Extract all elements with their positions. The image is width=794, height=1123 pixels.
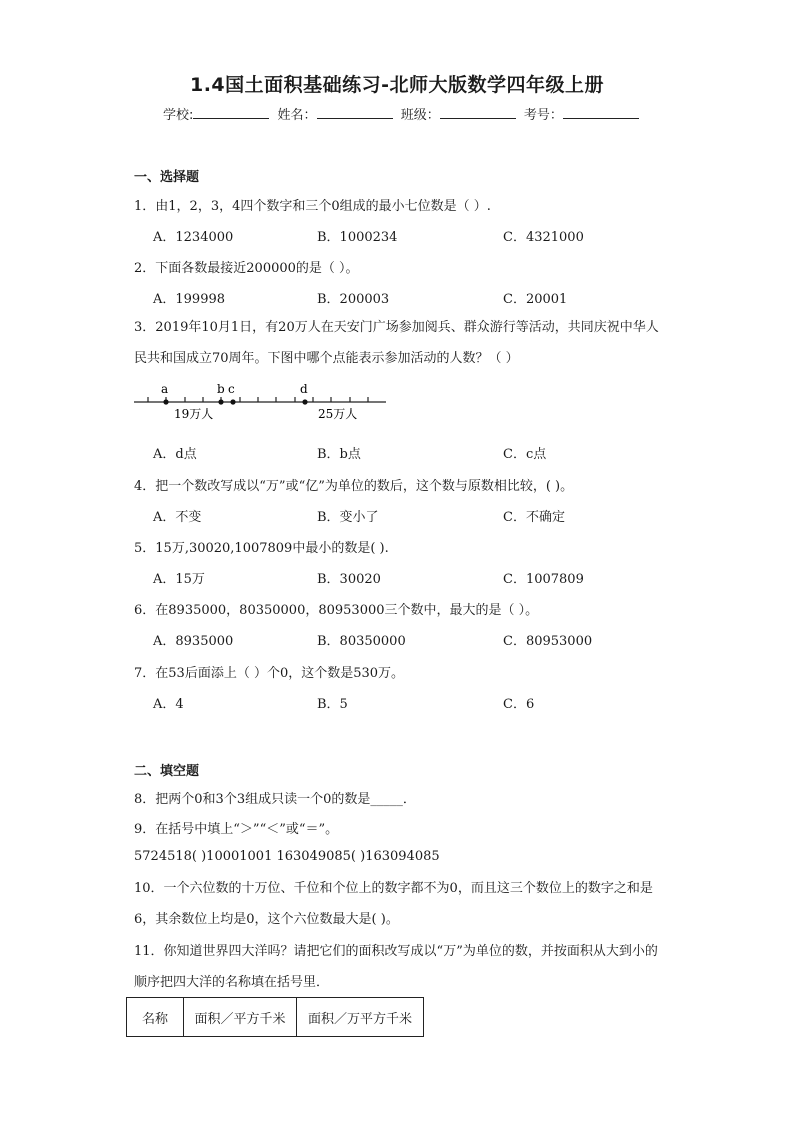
name-label: 姓名： <box>277 108 317 123</box>
point-c <box>230 399 235 404</box>
question-7: 7．在53后面添上（ ）个0，这个数是530万。 <box>134 666 405 681</box>
option-4b: B．变小了 <box>317 510 379 525</box>
option-1c: C．4321000 <box>503 230 584 245</box>
question-6: 6．在8935000，80350000，80953000三个数中，最大的是（ ）。 <box>134 603 539 618</box>
question-1: 1．由1，2，3，4四个数字和三个0组成的最小七位数是（ ）. <box>134 199 491 214</box>
tick-label-19: 19万人 <box>174 407 214 421</box>
option-3a: A．d点 <box>153 447 197 462</box>
table-header-area-km2: 面积／平方千米 <box>184 998 297 1037</box>
student-info-line <box>163 104 641 123</box>
point-label-c: c <box>228 382 235 396</box>
option-4c: C．不确定 <box>503 510 565 525</box>
class-label: 班级： <box>400 108 440 123</box>
section-heading-choice: 一、选择题 <box>134 170 200 185</box>
page-title: 1.4国土面积基础练习-北师大版数学四年级上册 <box>189 74 605 96</box>
table-header-row <box>127 998 424 1037</box>
option-2b: B．200003 <box>317 292 390 307</box>
ocean-area-table <box>126 997 424 1037</box>
option-5b: B．30020 <box>317 572 381 587</box>
question-2: 2．下面各数最接近200000的是（ ）。 <box>134 261 359 276</box>
exam-label: 考号： <box>523 108 563 123</box>
question-8: 8．把两个0和3个3组成只读一个0的数是_____． <box>134 792 416 807</box>
point-b <box>218 399 223 404</box>
tick-label-25: 25万人 <box>318 407 358 421</box>
option-7b: B．5 <box>317 697 348 712</box>
class-blank[interactable] <box>440 107 516 119</box>
table-header-area-wan-km2: 面积／万平方千米 <box>297 998 424 1037</box>
option-6b: B．80350000 <box>317 634 406 649</box>
question-9: 9．在括号中填上“＞”“＜”或“＝”。 <box>134 822 339 837</box>
number-line-ticks <box>148 397 368 402</box>
point-label-b: b <box>217 382 225 396</box>
exam-blank[interactable] <box>563 107 639 119</box>
point-a <box>163 399 168 404</box>
option-1b: B．1000234 <box>317 230 398 245</box>
question-10: 10．一个六位数的十万位、千位和个位上的数字都不为0，而且这三个数位上的数字之和是6，其余数位上均是0，这个六位数最大是( )。 <box>134 881 653 927</box>
school-blank[interactable] <box>193 107 269 119</box>
option-5c: C．1007809 <box>503 572 584 587</box>
option-6a: A．8935000 <box>153 634 234 649</box>
question-9-comparisons: 5724518( )10001001 163049085( )163094085 <box>134 849 440 864</box>
option-4a: A．不变 <box>153 510 202 525</box>
table-header-name: 名称 <box>127 998 184 1037</box>
school-label: 学校: <box>163 108 194 123</box>
name-blank[interactable] <box>317 107 393 119</box>
option-7c: C．6 <box>503 697 535 712</box>
question-5: 5．15万,30020,1007809中最小的数是( ). <box>134 541 389 556</box>
option-5a: A．15万 <box>153 572 205 587</box>
option-2a: A．199998 <box>153 292 226 307</box>
question-11: 11．你知道世界四大洋吗？请把它们的面积改写成以“万”为单位的数，并按面积从大到小的顺序把四大洋的名称填在括号里． <box>134 944 658 990</box>
point-d <box>302 399 307 404</box>
question-3: 3．2019年10月1日，有20万人在天安门广场参加阅兵、群众游行等活动，共同庆祝中华人民共和国成立70周年。下图中哪个点能表示参加活动的人数？（ ） <box>134 320 659 366</box>
point-label-a: a <box>161 382 169 396</box>
option-3b: B．b点 <box>317 447 361 462</box>
option-3c: C．c点 <box>503 447 547 462</box>
point-label-d: d <box>300 382 308 396</box>
number-line <box>134 378 394 426</box>
option-1a: A．1234000 <box>153 230 234 245</box>
option-7a: A．4 <box>153 697 184 712</box>
question-4: 4．把一个数改写成以“万”或“亿”为单位的数后，这个数与原数相比较，( )。 <box>134 479 574 494</box>
option-6c: C．80953000 <box>503 634 593 649</box>
option-2c: C．20001 <box>503 292 568 307</box>
section-heading-fill: 二、填空题 <box>134 764 200 779</box>
